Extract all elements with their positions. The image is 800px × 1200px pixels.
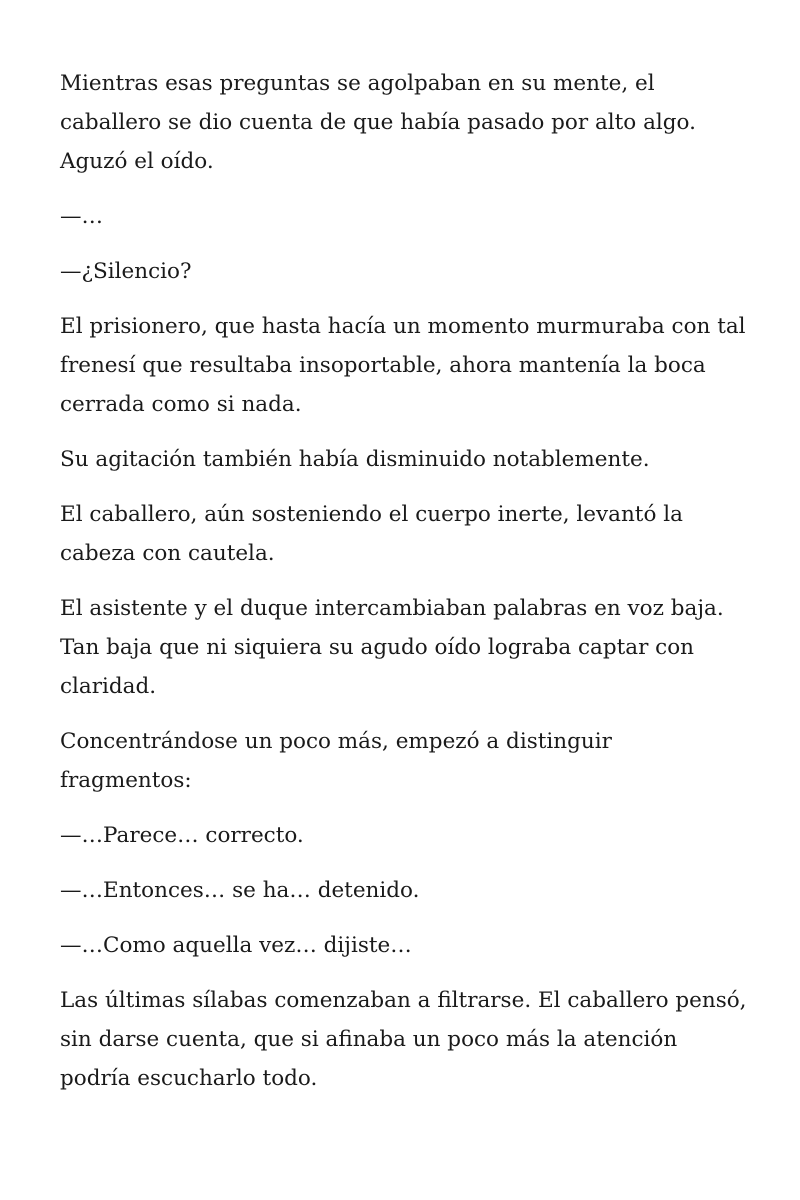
paragraph: —…Parece… correcto. xyxy=(60,823,304,848)
paragraph: —¿Silencio? xyxy=(60,259,192,284)
paragraph: Las últimas sílabas comenzaban a filtrarse. El caballero pensó, sin darse cuenta, que si afinaba un poco más la atención podría escucharlo todo. xyxy=(60,988,747,1091)
document-page xyxy=(60,64,750,1114)
paragraph: —… xyxy=(60,204,103,229)
paragraph: Su agitación también había disminuido notablemente. xyxy=(60,447,650,472)
paragraph: Concentrándose un poco más, empezó a distinguir fragmentos: xyxy=(60,729,612,793)
paragraph: El prisionero, que hasta hacía un momento murmuraba con tal frenesí que resultaba insoportable, ahora mantenía la boca cerrada como si nada. xyxy=(60,314,746,417)
paragraph: —…Como aquella vez… dijiste… xyxy=(60,933,412,958)
paragraph: El asistente y el duque intercambiaban palabras en voz baja. Tan baja que ni siquiera su agudo oído lograba captar con claridad. xyxy=(60,596,724,699)
paragraph: —…Entonces… se ha… detenido. xyxy=(60,878,420,903)
paragraph: Mientras esas preguntas se agolpaban en su mente, el caballero se dio cuenta de que había pasado por alto algo. Aguzó el oído. xyxy=(60,71,696,174)
paragraph: El caballero, aún sosteniendo el cuerpo inerte, levantó la cabeza con cautela. xyxy=(60,502,683,566)
